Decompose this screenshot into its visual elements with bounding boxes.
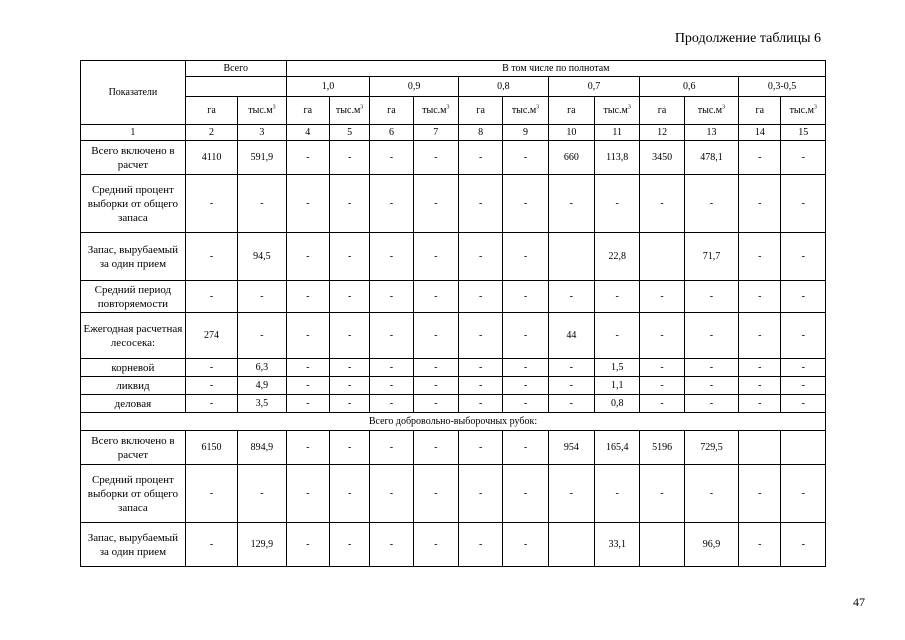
row-label: Всего включено в расчет xyxy=(81,431,186,465)
header-density-6: 0,3-0,5 xyxy=(739,77,826,97)
column-number: 10 xyxy=(548,125,594,141)
table-cell: - xyxy=(185,175,237,233)
table-cell: - xyxy=(370,141,413,175)
header-density-3: 0,8 xyxy=(458,77,548,97)
column-number: 11 xyxy=(595,125,640,141)
table-cell: - xyxy=(458,359,502,377)
table-cell: - xyxy=(370,465,413,523)
unit-m3-header xyxy=(684,97,738,125)
table-cell: - xyxy=(286,313,329,359)
table-cell: 44 xyxy=(548,313,594,359)
table-cell: - xyxy=(640,313,684,359)
table-cell: - xyxy=(370,377,413,395)
table-cell: - xyxy=(370,175,413,233)
unit-m3-header xyxy=(238,97,286,125)
table-cell: - xyxy=(370,233,413,281)
table-cell: - xyxy=(370,431,413,465)
column-number: 12 xyxy=(640,125,684,141)
table-cell: - xyxy=(185,359,237,377)
table-cell: - xyxy=(739,377,781,395)
table-cell: - xyxy=(413,141,458,175)
table-cell: 478,1 xyxy=(684,141,738,175)
table-cell: - xyxy=(684,377,738,395)
table-cell: - xyxy=(781,523,826,567)
table-cell xyxy=(781,431,826,465)
table-cell: - xyxy=(640,281,684,313)
table-cell xyxy=(548,233,594,281)
table-cell: 954 xyxy=(548,431,594,465)
table-cell: - xyxy=(329,233,369,281)
section-title: Всего добровольно-выборочных рубок: xyxy=(81,413,826,431)
row-label: Средний период повторяемости xyxy=(81,281,186,313)
table-cell: 129,9 xyxy=(238,523,286,567)
table-cell: - xyxy=(739,465,781,523)
table-cell: - xyxy=(458,313,502,359)
table-cell: - xyxy=(413,359,458,377)
header-density-5: 0,6 xyxy=(640,77,739,97)
table-cell: - xyxy=(413,313,458,359)
table-cell: 0,8 xyxy=(595,395,640,413)
table-cell: - xyxy=(503,281,548,313)
table-cell xyxy=(640,233,684,281)
unit-m3-label: $тыс.м^3$ xyxy=(511,104,540,116)
page-number: 47 xyxy=(853,595,865,609)
table-cell: - xyxy=(413,395,458,413)
unit-m3-sup: 3 xyxy=(360,104,364,111)
table-cell: - xyxy=(286,465,329,523)
unit-m3-label: $тыс.м^3$ xyxy=(335,104,364,116)
table-cell: - xyxy=(329,377,369,395)
table-cell: - xyxy=(503,377,548,395)
unit-m3-label: $тыс.м^3$ xyxy=(248,104,276,116)
table-cell: - xyxy=(238,281,286,313)
table-cell: - xyxy=(286,395,329,413)
table-cell: - xyxy=(413,233,458,281)
table-cell: - xyxy=(781,377,826,395)
table-cell: - xyxy=(238,313,286,359)
table-cell: 71,7 xyxy=(684,233,738,281)
table-cell: - xyxy=(458,175,502,233)
unit-m3-header xyxy=(503,97,548,125)
table-cell: - xyxy=(329,313,369,359)
table-cell: - xyxy=(413,523,458,567)
column-number: 15 xyxy=(781,125,826,141)
table-cell: - xyxy=(185,395,237,413)
table-cell: 22,8 xyxy=(595,233,640,281)
unit-ha-header: га xyxy=(370,97,413,125)
table-cell: - xyxy=(595,175,640,233)
table-cell: - xyxy=(503,175,548,233)
table-cell: - xyxy=(548,465,594,523)
table-cell: - xyxy=(458,431,502,465)
column-number: 13 xyxy=(684,125,738,141)
table-cell: - xyxy=(413,281,458,313)
table-cell: - xyxy=(458,141,502,175)
unit-m3-sup: 3 xyxy=(722,104,726,111)
unit-m3-label: $тыс.м^3$ xyxy=(697,104,726,116)
table-cell: - xyxy=(503,233,548,281)
table-cell: 4,9 xyxy=(238,377,286,395)
table-cell: 6150 xyxy=(185,431,237,465)
row-label: деловая xyxy=(81,395,186,413)
table-cell: 894,9 xyxy=(238,431,286,465)
table-cell: - xyxy=(640,395,684,413)
table-cell: - xyxy=(684,359,738,377)
table-cell: - xyxy=(286,431,329,465)
column-number: 9 xyxy=(503,125,548,141)
table-cell: - xyxy=(739,281,781,313)
unit-ha-header: га xyxy=(640,97,684,125)
table-cell xyxy=(739,431,781,465)
table-cell: 3,5 xyxy=(238,395,286,413)
table-cell: 729,5 xyxy=(684,431,738,465)
column-number: 2 xyxy=(185,125,237,141)
unit-m3-label: $тыс.м^3$ xyxy=(422,104,450,116)
table-cell xyxy=(548,523,594,567)
table-cell: - xyxy=(286,233,329,281)
row-label: Запас, вырубаемый за один прием xyxy=(81,233,186,281)
column-number: 1 xyxy=(81,125,186,141)
row-label: ликвид xyxy=(81,377,186,395)
column-number: 7 xyxy=(413,125,458,141)
column-number: 8 xyxy=(458,125,502,141)
table-cell: 96,9 xyxy=(684,523,738,567)
table-cell: - xyxy=(503,465,548,523)
table-cell: 113,8 xyxy=(595,141,640,175)
table-cell: - xyxy=(781,313,826,359)
table-cell: - xyxy=(684,395,738,413)
header-indicator: Показатели xyxy=(81,61,186,125)
table-cell: - xyxy=(781,175,826,233)
table-cell: - xyxy=(548,395,594,413)
header-including: В том числе по полнотам xyxy=(286,61,825,77)
table-cell: - xyxy=(548,359,594,377)
column-number: 4 xyxy=(286,125,329,141)
table-cell: 6,3 xyxy=(238,359,286,377)
table-cell: - xyxy=(185,233,237,281)
table-cell: - xyxy=(286,359,329,377)
table-cell: - xyxy=(370,523,413,567)
table-cell: - xyxy=(370,313,413,359)
table-cell: - xyxy=(286,377,329,395)
table-cell: - xyxy=(329,141,369,175)
table-cell: - xyxy=(413,431,458,465)
column-number: 6 xyxy=(370,125,413,141)
unit-ha-header: га xyxy=(458,97,502,125)
table-cell: - xyxy=(370,359,413,377)
unit-ha-header: га xyxy=(739,97,781,125)
table-cell: - xyxy=(739,523,781,567)
table-cell: - xyxy=(458,523,502,567)
table-cell: - xyxy=(595,313,640,359)
table-cell: - xyxy=(739,313,781,359)
table-cell: - xyxy=(413,175,458,233)
table-cell: 1,5 xyxy=(595,359,640,377)
table-cell: - xyxy=(595,465,640,523)
table-cell: - xyxy=(329,465,369,523)
table-cell: - xyxy=(781,281,826,313)
unit-ha-header: га xyxy=(548,97,594,125)
table-cell: - xyxy=(595,281,640,313)
table-cell: - xyxy=(503,395,548,413)
table-cell: 4110 xyxy=(185,141,237,175)
row-label: Средний процент выборки от общего запаса xyxy=(81,175,186,233)
table-cell: - xyxy=(640,465,684,523)
header-total-spacer xyxy=(185,77,286,97)
unit-m3-sup: 3 xyxy=(627,104,631,111)
table-cell: - xyxy=(739,395,781,413)
table-cell: - xyxy=(739,359,781,377)
table-cell: - xyxy=(684,313,738,359)
table-cell: - xyxy=(640,377,684,395)
row-label: Всего включено в расчет xyxy=(81,141,186,175)
data-table xyxy=(80,60,826,567)
table-cell: - xyxy=(286,281,329,313)
unit-m3-label: $тыс.м^3$ xyxy=(789,104,817,116)
table-cell: - xyxy=(548,281,594,313)
column-number: 14 xyxy=(739,125,781,141)
table-cell: - xyxy=(329,175,369,233)
table-cell: 660 xyxy=(548,141,594,175)
row-label: Запас, вырубаемый за один прием xyxy=(81,523,186,567)
table-cell: - xyxy=(286,523,329,567)
table-cell: 1,1 xyxy=(595,377,640,395)
table-cell: - xyxy=(781,465,826,523)
table-cell: - xyxy=(458,395,502,413)
unit-ha-header: га xyxy=(185,97,237,125)
table-cell: - xyxy=(739,175,781,233)
unit-ha-header: га xyxy=(286,97,329,125)
table-cell: - xyxy=(503,141,548,175)
row-label: Средний процент выборки от общего запаса xyxy=(81,465,186,523)
table-cell: - xyxy=(329,523,369,567)
header-total: Всего xyxy=(185,61,286,77)
table-cell: - xyxy=(185,281,237,313)
header-density-2: 0,9 xyxy=(370,77,459,97)
table-cell: - xyxy=(238,465,286,523)
table-cell: - xyxy=(458,377,502,395)
unit-m3-sup: 3 xyxy=(813,104,817,111)
table-cell: - xyxy=(185,377,237,395)
unit-m3-sup: 3 xyxy=(536,104,540,111)
row-label: Ежегодная расчетная лесосека: xyxy=(81,313,186,359)
table-cell: - xyxy=(370,281,413,313)
table-cell: - xyxy=(329,359,369,377)
table-cell: - xyxy=(413,377,458,395)
table-cell: - xyxy=(640,359,684,377)
table-cell: - xyxy=(503,313,548,359)
table-cell: 94,5 xyxy=(238,233,286,281)
table-cell: - xyxy=(458,465,502,523)
table-cell: - xyxy=(185,465,237,523)
table-caption: Продолжение таблицы 6 xyxy=(674,31,821,46)
table-cell: - xyxy=(370,395,413,413)
table-cell: - xyxy=(413,465,458,523)
table-cell: - xyxy=(458,281,502,313)
table-cell xyxy=(640,523,684,567)
table-cell: - xyxy=(548,377,594,395)
table-cell: 3450 xyxy=(640,141,684,175)
column-number: 5 xyxy=(329,125,369,141)
header-density-4: 0,7 xyxy=(548,77,640,97)
unit-m3-header xyxy=(413,97,458,125)
table-cell: - xyxy=(329,431,369,465)
table-cell: - xyxy=(684,465,738,523)
table-cell: - xyxy=(286,141,329,175)
table-cell: - xyxy=(739,141,781,175)
table-cell: - xyxy=(781,359,826,377)
table-cell: - xyxy=(548,175,594,233)
unit-m3-sup: 3 xyxy=(272,104,276,111)
table-cell: - xyxy=(329,395,369,413)
table-cell: - xyxy=(781,395,826,413)
table-cell: - xyxy=(684,281,738,313)
column-number: 3 xyxy=(238,125,286,141)
unit-m3-header xyxy=(781,97,826,125)
table-cell: - xyxy=(640,175,684,233)
table-cell: 165,4 xyxy=(595,431,640,465)
table-cell: - xyxy=(781,233,826,281)
table-cell: - xyxy=(329,281,369,313)
table-cell: 33,1 xyxy=(595,523,640,567)
table-cell: - xyxy=(503,359,548,377)
table-cell: 274 xyxy=(185,313,237,359)
table-cell: - xyxy=(684,175,738,233)
table-cell: - xyxy=(739,233,781,281)
table-cell: - xyxy=(458,233,502,281)
table-cell: 5196 xyxy=(640,431,684,465)
unit-m3-sup: 3 xyxy=(446,104,450,111)
unit-m3-label: $тыс.м^3$ xyxy=(603,104,631,116)
table-cell: - xyxy=(185,523,237,567)
unit-m3-header xyxy=(595,97,640,125)
header-density-1: 1,0 xyxy=(286,77,370,97)
table-cell: - xyxy=(503,431,548,465)
unit-m3-header xyxy=(329,97,369,125)
table-cell: - xyxy=(781,141,826,175)
table-cell: - xyxy=(503,523,548,567)
row-label: корневой xyxy=(81,359,186,377)
table-cell: - xyxy=(238,175,286,233)
table-cell: - xyxy=(286,175,329,233)
table-cell: 591,9 xyxy=(238,141,286,175)
